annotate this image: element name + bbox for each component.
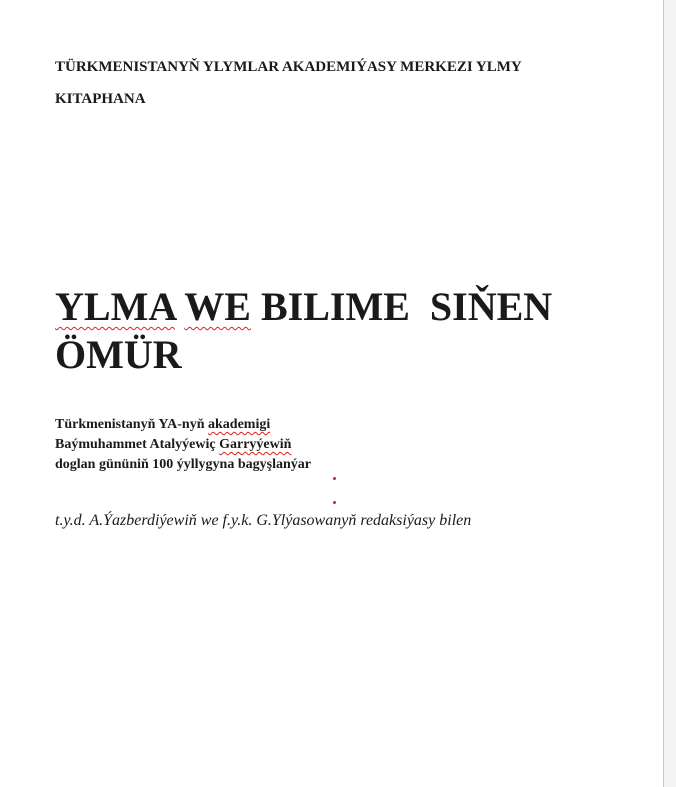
page-gutter [664, 0, 676, 787]
title-word-flagged-1: YLMA [55, 284, 175, 329]
institution-heading [55, 51, 615, 115]
dedication-line-3: doglan gününiň 100 ýyllygyna bagyşlanýar [55, 457, 311, 472]
formatting-mark-dot-2 [333, 501, 336, 504]
dedication-line-2-prefix: Baýmuhammet Atalyýewiç [55, 437, 220, 452]
dedication-line-1-prefix: Türkmenistanyň YA-nyň [55, 417, 209, 432]
dedication [55, 415, 615, 475]
dedication-flagged-word-1: akademigi [208, 417, 271, 432]
title-rest-line-1: BILIME SIŇEN [260, 284, 553, 329]
book-title-line-1 [55, 283, 655, 331]
institution-line-1: TÜRKMENISTANYŇ YLYMLAR AKADEMIÝASY MERKEZI YLMY [55, 59, 522, 75]
dedication-line-1 [55, 415, 615, 435]
institution-line-2: KITAPHANA [55, 91, 146, 107]
dedication-flagged-word-2: Garryýewiň [219, 437, 292, 452]
book-title-line-2: ÖMÜR [55, 332, 182, 377]
editors-line: t.y.d. A.Ýazberdiýewiň we f.y.k. G.Ylýasowanyň redaksiýasy bilen [55, 512, 472, 529]
title-word-flagged-2: WE [184, 284, 251, 329]
dedication-line-2 [55, 435, 615, 455]
formatting-mark-dot-1 [333, 477, 336, 480]
book-title [55, 283, 655, 379]
